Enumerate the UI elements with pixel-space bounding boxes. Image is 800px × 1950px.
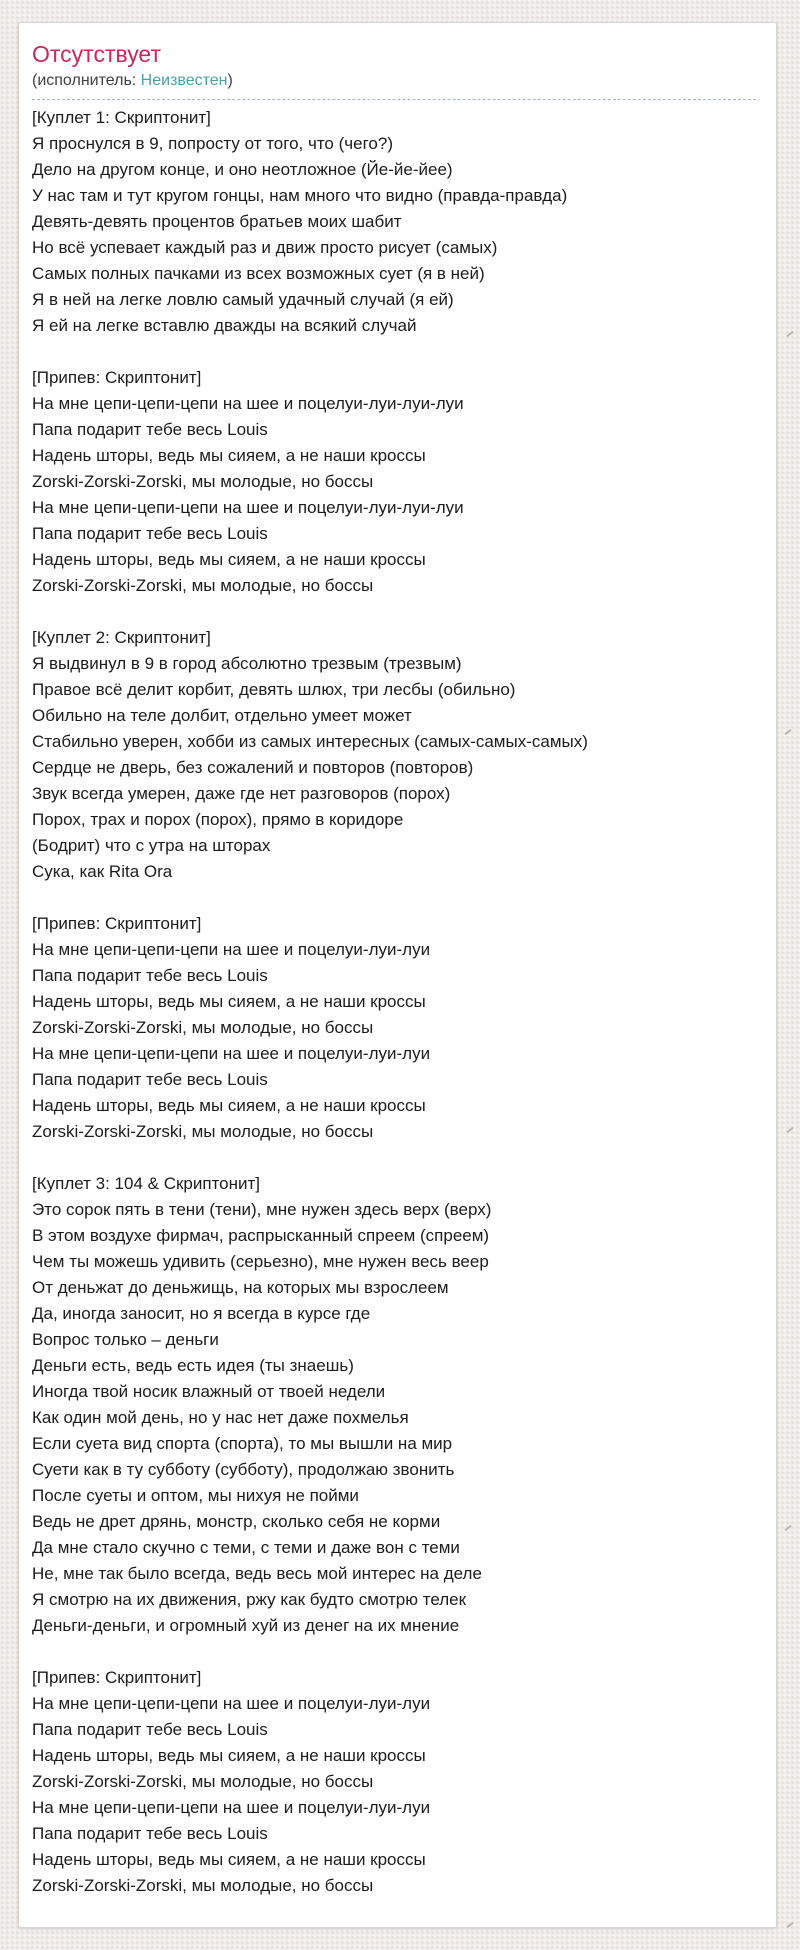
lyric-line: Я ей на легке вставлю дважды на всякий случай <box>32 315 417 335</box>
lyric-line: Папа подарит тебе весь Louis <box>32 419 268 439</box>
lyric-line: Да, иногда заносит, но я всегда в курсе где <box>32 1303 371 1323</box>
lyric-line: Я смотрю на их движения, ржу как будто смотрю телек <box>32 1589 467 1609</box>
lyric-line: Девять-девять процентов братьев моих шабит <box>32 211 402 231</box>
lyric-line: Сердце не дверь, без сожалений и повторов (повторов) <box>32 757 474 777</box>
lyrics <box>32 105 756 1899</box>
artist-link[interactable]: Неизвестен <box>140 71 228 89</box>
lyric-line: Не, мне так было всегда, ведь весь мой интерес на деле <box>32 1563 482 1583</box>
lyric-line: Zorski-Zorski-Zorski, мы молодые, но боссы <box>32 471 374 491</box>
stanza-header: [Припев: Скриптонит] <box>32 1667 202 1687</box>
stanza-header: [Куплет 2: Скриптонит] <box>32 627 211 647</box>
texture-fleck <box>784 1525 792 1532</box>
lyric-line: Самых полных пачками из всех возможных сует (я в ней) <box>32 263 485 283</box>
lyric-line: На мне цепи-цепи-цепи на шее и поцелуи-луи-луи-луи <box>32 393 464 413</box>
lyric-line: Чем ты можешь удивить (серьезно), мне нужен весь веер <box>32 1251 489 1271</box>
stanza-header: [Куплет 1: Скриптонит] <box>32 107 211 127</box>
lyric-line: Надень шторы, ведь мы сияем, а не наши кроссы <box>32 1095 426 1115</box>
stanza <box>32 1171 756 1639</box>
lyric-line: Zorski-Zorski-Zorski, мы молодые, но боссы <box>32 1771 374 1791</box>
stanza <box>32 625 756 885</box>
texture-fleck <box>786 1127 794 1134</box>
lyric-line: Zorski-Zorski-Zorski, мы молодые, но боссы <box>32 1875 374 1895</box>
lyric-line: Папа подарит тебе весь Louis <box>32 965 268 985</box>
lyric-line: Надень шторы, ведь мы сияем, а не наши кроссы <box>32 445 426 465</box>
lyric-line: Папа подарит тебе весь Louis <box>32 1823 268 1843</box>
lyric-line: От деньжат до деньжищь, на которых мы взрослеем <box>32 1277 449 1297</box>
lyric-line: На мне цепи-цепи-цепи на шее и поцелуи-луи-луи <box>32 1043 431 1063</box>
artist-label-suffix: ) <box>227 71 233 89</box>
lyric-line: Надень шторы, ведь мы сияем, а не наши кроссы <box>32 549 426 569</box>
lyric-line: Надень шторы, ведь мы сияем, а не наши кроссы <box>32 991 426 1011</box>
stanza-header: [Куплет 3: 104 & Скриптонит] <box>32 1173 261 1193</box>
lyric-line: Я в ней на легке ловлю самый удачный случай (я ей) <box>32 289 454 309</box>
texture-fleck <box>786 1922 794 1929</box>
lyric-line: Папа подарит тебе весь Louis <box>32 523 268 543</box>
lyric-line: Звук всегда умерен, даже где нет разговоров (порох) <box>32 783 451 803</box>
lyric-line: Деньги есть, ведь есть идея (ты знаешь) <box>32 1355 354 1375</box>
lyric-line: На мне цепи-цепи-цепи на шее и поцелуи-луи-луи <box>32 939 431 959</box>
lyric-line: Да мне стало скучно с теми, с теми и даже вон с теми <box>32 1537 460 1557</box>
lyric-line: Это сорок пять в тени (тени), мне нужен здесь верх (верх) <box>32 1199 492 1219</box>
texture-fleck <box>784 729 792 736</box>
lyric-line: Как один мой день, но у нас нет даже похмелья <box>32 1407 409 1427</box>
lyric-line: Суети как в ту субботу (субботу), продолжаю звонить <box>32 1459 455 1479</box>
lyric-line: На мне цепи-цепи-цепи на шее и поцелуи-луи-луи-луи <box>32 497 464 517</box>
stanza-header: [Припев: Скриптонит] <box>32 367 202 387</box>
lyric-line: Сука, как Rita Ora <box>32 861 173 881</box>
lyric-line: Zorski-Zorski-Zorski, мы молодые, но боссы <box>32 575 374 595</box>
lyric-line: Папа подарит тебе весь Louis <box>32 1719 268 1739</box>
stanza <box>32 105 756 339</box>
stanza <box>32 365 756 599</box>
lyric-line: (Бодрит) что с утра на шторах <box>32 835 271 855</box>
lyrics-card <box>18 22 777 1928</box>
lyric-line: Если суета вид спорта (спорта), то мы вышли на мир <box>32 1433 453 1453</box>
lyric-line: Стабильно уверен, хобби из самых интересных (самых-самых-самых) <box>32 731 588 751</box>
lyric-line: В этом воздухе фирмач, распрысканный спреем (спреем) <box>32 1225 490 1245</box>
lyric-line: Ведь не дрет дрянь, монстр, сколько себя не корми <box>32 1511 441 1531</box>
lyric-line: У нас там и тут кругом гонцы, нам много что видно (правда-правда) <box>32 185 568 205</box>
lyric-line: На мне цепи-цепи-цепи на шее и поцелуи-луи-луи <box>32 1797 431 1817</box>
lyric-line: Порох, трах и порох (порох), прямо в коридоре <box>32 809 404 829</box>
stanza-header: [Припев: Скриптонит] <box>32 913 202 933</box>
lyric-line: Я выдвинул в 9 в город абсолютно трезвым (трезвым) <box>32 653 462 673</box>
lyric-line: Zorski-Zorski-Zorski, мы молодые, но боссы <box>32 1017 374 1037</box>
lyric-line: Дело на другом конце, и оно неотложное (Йе-йе-йее) <box>32 159 453 179</box>
lyric-line: Вопрос только – деньги <box>32 1329 219 1349</box>
lyric-line: После суеты и оптом, мы нихуя не пойми <box>32 1485 359 1505</box>
lyric-line: Деньги-деньги, и огромный хуй из денег на их мнение <box>32 1615 460 1635</box>
stanza <box>32 911 756 1145</box>
lyric-line: Но всё успевает каждый раз и движ просто рисует (самых) <box>32 237 498 257</box>
lyric-line: Обильно на теле долбит, отдельно умеет может <box>32 705 412 725</box>
lyric-line: Я проснулся в 9, попросту от того, что (чего?) <box>32 133 393 153</box>
page-title: Отсутствует <box>32 41 161 67</box>
artist-label-prefix: (исполнитель: <box>32 71 141 89</box>
lyric-line: Правое всё делит корбит, девять шлюх, три лесбы (обильно) <box>32 679 516 699</box>
lyric-line: Надень шторы, ведь мы сияем, а не наши кроссы <box>32 1849 426 1869</box>
artist-line <box>32 71 756 100</box>
texture-fleck <box>786 331 794 338</box>
lyric-line: Папа подарит тебе весь Louis <box>32 1069 268 1089</box>
lyric-line: Zorski-Zorski-Zorski, мы молодые, но боссы <box>32 1121 374 1141</box>
lyric-line: Надень шторы, ведь мы сияем, а не наши кроссы <box>32 1745 426 1765</box>
lyric-line: На мне цепи-цепи-цепи на шее и поцелуи-луи-луи <box>32 1693 431 1713</box>
stanza <box>32 1665 756 1899</box>
lyric-line: Иногда твой носик влажный от твоей недели <box>32 1381 386 1401</box>
